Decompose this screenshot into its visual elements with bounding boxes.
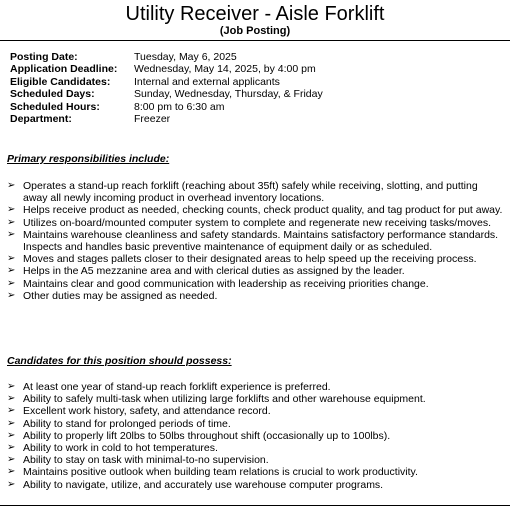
detail-value: Freezer xyxy=(134,113,171,126)
detail-row-application-deadline xyxy=(10,63,323,75)
detail-label: Scheduled Days: xyxy=(10,88,95,101)
candidates-heading: Candidates for this position should possess: xyxy=(7,355,232,367)
detail-value: 8:00 pm to 6:30 am xyxy=(134,100,225,113)
list-item xyxy=(7,229,503,253)
detail-value: Tuesday, May 6, 2025 xyxy=(134,51,237,63)
detail-label: Department: xyxy=(10,113,72,126)
list-item xyxy=(7,466,503,478)
arrow-bullet-icon: ➢ xyxy=(7,289,16,301)
list-item-text: Ability to stay on task with minimal-to-no supervision. xyxy=(23,454,269,467)
list-item xyxy=(7,217,503,229)
arrow-bullet-icon: ➢ xyxy=(7,228,16,240)
detail-value: Sunday, Wednesday, Thursday, & Friday xyxy=(134,88,323,101)
detail-row-scheduled-days xyxy=(10,88,323,100)
list-item-text: Ability to stand for prolonged periods of time. xyxy=(23,417,231,430)
arrow-bullet-icon: ➢ xyxy=(7,253,16,265)
list-item-text: Moves and stages pallets closer to their designated areas to help speed up the receiving process. xyxy=(23,253,477,266)
page-title: Utility Receiver - Aisle Forklift xyxy=(125,3,385,25)
list-item-text: At least one year of stand-up reach forklift experience is preferred. xyxy=(23,381,331,393)
arrow-bullet-icon: ➢ xyxy=(7,277,16,289)
list-item xyxy=(7,381,503,393)
arrow-bullet-icon: ➢ xyxy=(7,216,16,228)
arrow-bullet-icon: ➢ xyxy=(7,442,16,454)
list-item xyxy=(7,393,503,405)
list-item xyxy=(7,278,503,290)
detail-value: Wednesday, May 14, 2025, by 4:00 pm xyxy=(134,63,316,76)
list-item xyxy=(7,479,503,491)
arrow-bullet-icon: ➢ xyxy=(7,454,16,466)
list-item xyxy=(7,290,503,302)
posting-details xyxy=(10,51,323,125)
list-item xyxy=(7,454,503,466)
detail-label: Eligible Candidates: xyxy=(10,75,111,88)
detail-label: Posting Date: xyxy=(10,51,78,63)
list-item-text: Maintains clear and good communication with leadership as receiving priorities change. xyxy=(23,277,429,290)
footer-divider xyxy=(0,505,510,506)
list-item-text: Ability to navigate, utilize, and accurately use warehouse computer programs. xyxy=(23,478,384,491)
arrow-bullet-icon: ➢ xyxy=(7,466,16,478)
list-item xyxy=(7,442,503,454)
arrow-bullet-icon: ➢ xyxy=(7,417,16,429)
list-item-text: Other duties may be assigned as needed. xyxy=(23,289,218,302)
list-item-text: Maintains positive outlook when building team relations is crucial to work productivity. xyxy=(23,466,418,479)
arrow-bullet-icon: ➢ xyxy=(7,381,16,392)
list-item xyxy=(7,405,503,417)
arrow-bullet-icon: ➢ xyxy=(7,393,16,405)
list-item xyxy=(7,265,503,277)
detail-label: Scheduled Hours: xyxy=(10,100,100,113)
responsibilities-heading: Primary responsibilities include: xyxy=(7,153,170,165)
arrow-bullet-icon: ➢ xyxy=(7,204,16,216)
arrow-bullet-icon: ➢ xyxy=(7,180,16,191)
list-item-text: Utilizes on-board/mounted computer system to complete and regenerate new receiving tasks/moves. xyxy=(23,216,492,229)
list-item xyxy=(7,253,503,265)
page-subtitle: (Job Posting) xyxy=(219,25,291,37)
list-item xyxy=(7,418,503,430)
list-item-text: Operates a stand-up reach forklift (reaching about 35ft) safely while receiving, slotting, and putting away all newly incoming product in overhead inventory locations. xyxy=(23,180,478,205)
responsibilities-list xyxy=(7,180,503,302)
list-item-text: Maintains warehouse cleanliness and safety standards. Maintains satisfactory performance standards. Inspects and handles basic preventive maintenance of equipment daily or as scheduled. xyxy=(23,228,499,254)
list-item-text: Ability to properly lift 20lbs to 50lbs throughout shift (occasionally up to 100lbs). xyxy=(23,429,391,442)
arrow-bullet-icon: ➢ xyxy=(7,478,16,490)
list-item-text: Helps in the A5 mezzanine area and with clerical duties as assigned by the leader. xyxy=(23,265,405,278)
list-item-text: Ability to work in cold to hot temperatures. xyxy=(23,442,218,455)
detail-value: Internal and external applicants xyxy=(134,75,280,88)
list-item-text: Excellent work history, safety, and attendance record. xyxy=(23,405,271,418)
list-item xyxy=(7,430,503,442)
arrow-bullet-icon: ➢ xyxy=(7,405,16,417)
list-item xyxy=(7,204,503,216)
detail-row-scheduled-hours xyxy=(10,101,323,113)
arrow-bullet-icon: ➢ xyxy=(7,429,16,441)
arrow-bullet-icon: ➢ xyxy=(7,265,16,277)
detail-label: Application Deadline: xyxy=(10,63,118,76)
detail-row-eligible-candidates xyxy=(10,76,323,88)
detail-row-department xyxy=(10,113,323,125)
candidates-list xyxy=(7,381,503,491)
list-item xyxy=(7,180,503,204)
detail-row-posting-date xyxy=(10,51,323,63)
header-divider xyxy=(0,40,510,41)
list-item-text: Ability to safely multi-task when utilizing large forklifts and other warehouse equipment. xyxy=(23,393,426,406)
list-item-text: Helps receive product as needed, checking counts, check product quality, and tag product for put away. xyxy=(23,204,503,217)
